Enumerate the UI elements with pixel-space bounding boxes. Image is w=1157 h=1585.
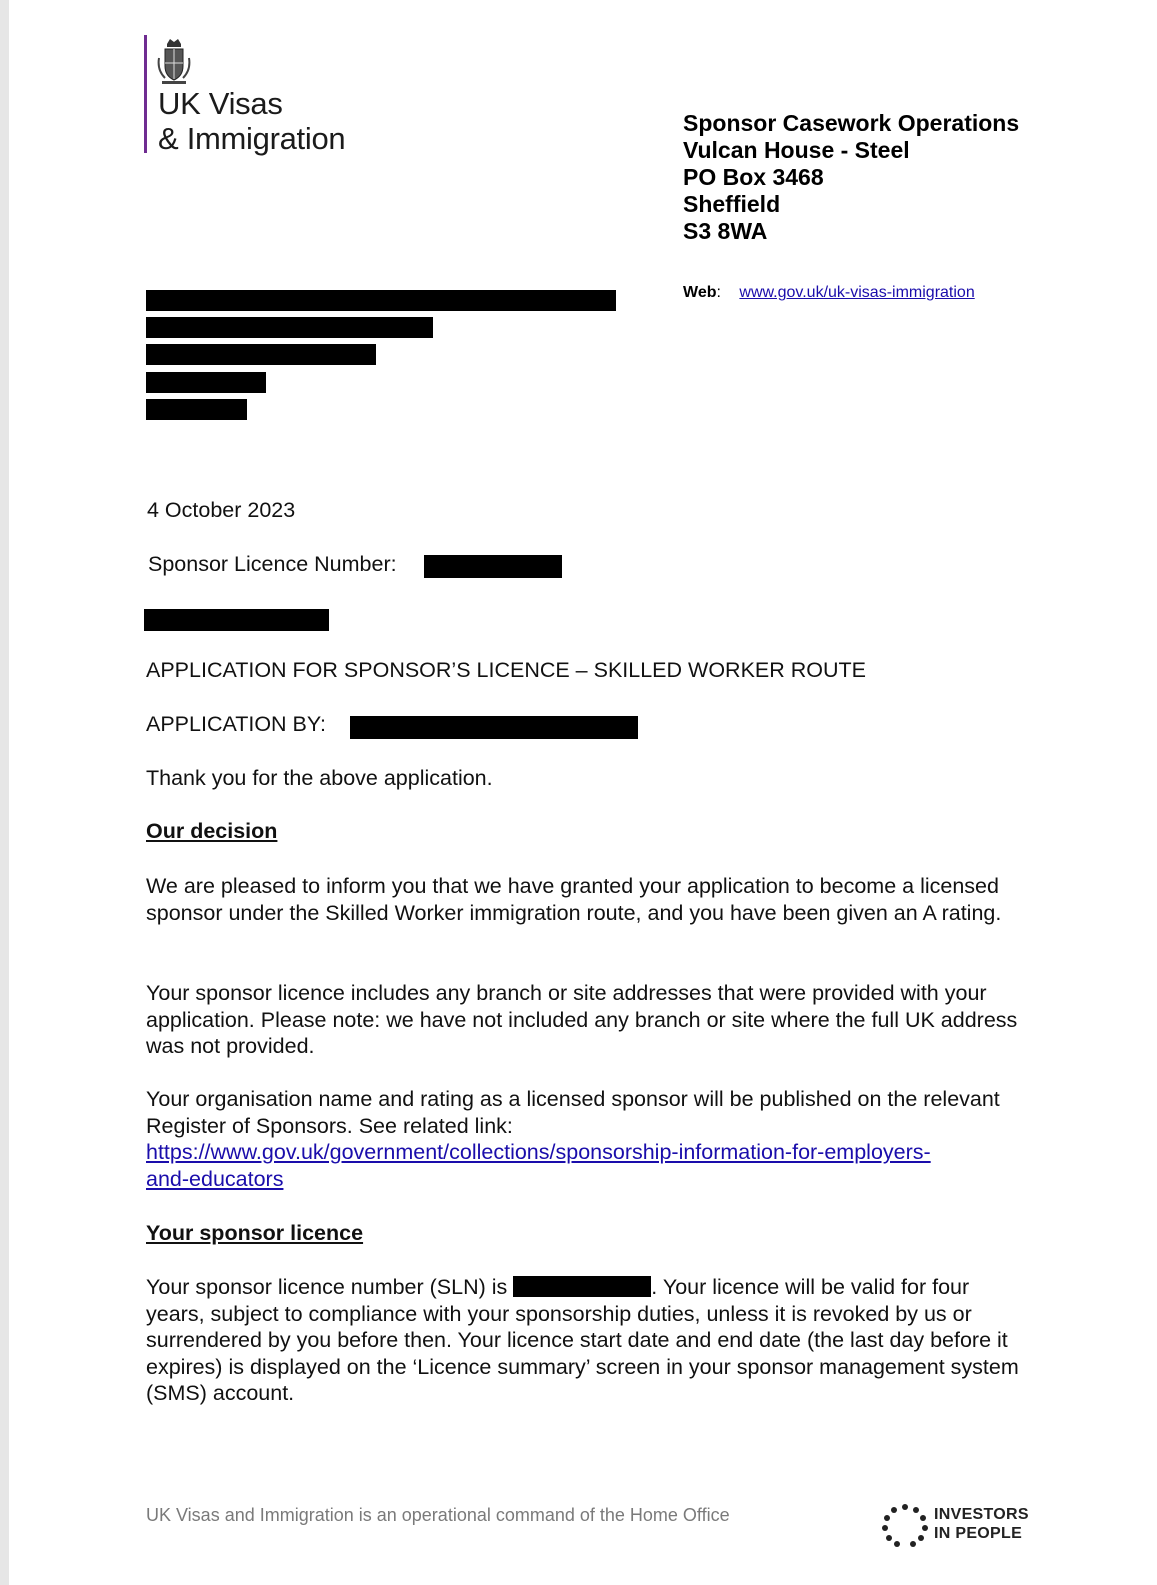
web-colon: : [716,284,721,301]
decision-heading: Our decision [146,819,278,843]
logo-line-1: UK Visas [158,86,283,121]
decision-paragraph-3 [146,1086,1026,1192]
redaction-block [146,317,433,338]
register-link-line-1: https://www.gov.uk/government/collections/sponsorship-information-for-employers- [146,1140,931,1165]
subject-line: APPLICATION FOR SPONSOR’S LICENCE – SKILLED WORKER ROUTE [146,658,866,682]
redaction-block [146,290,616,311]
licence-number-label: Sponsor Licence Number: [148,552,397,576]
redaction-block [350,716,638,739]
thanks-line: Thank you for the above application. [146,766,493,790]
address-line: PO Box 3468 [683,164,824,190]
logo-line-2: & Immigration [158,121,346,156]
redaction-block [146,399,247,420]
page-edge [0,0,9,1585]
application-by-label: APPLICATION BY: [146,712,327,736]
logo-accent-bar [144,35,147,153]
licence-heading: Your sponsor licence [146,1221,364,1245]
sender-address [683,110,1019,245]
decision-paragraph-1: We are pleased to inform you that we have granted your application to become a licensed sponsor under the Skilled Worker immigration route, and you have been given an A rating. [146,874,1002,925]
address-line: Vulcan House - Steel [683,137,910,163]
licence-paragraph-start: Your sponsor licence number (SLN) is [146,1275,508,1299]
royal-crest-icon [156,36,192,88]
redaction-block [144,609,329,631]
register-link-line-2: and-educators [146,1166,284,1191]
redaction-inline [513,1276,651,1297]
redaction-block [424,555,562,578]
investors-in-people-wreath-icon [880,1502,930,1550]
iip-line-2: IN PEOPLE [934,1525,1023,1542]
iip-line-1: INVESTORS [934,1506,1029,1523]
web-label: Web [683,284,717,301]
redaction-block [146,372,266,393]
address-line: Sheffield [683,191,781,217]
investors-in-people-logo [934,1505,1029,1543]
redaction-block [146,344,376,365]
licence-paragraph-end: . Your licence will be valid for four years, subject to compliance with your sponsorship duties, unless it is revoked by us or surrendered by you before then. Your licence start date and end date (the last day before it expires) is displayed on the ‘Licence summary’ screen in your sponsor management system (SMS) account. [146,1275,1019,1406]
footer-text: UK Visas and Immigration is an operational command of the Home Office [146,1505,730,1525]
address-line: Sponsor Casework Operations [683,110,1020,136]
decision-paragraph-2: Your sponsor licence includes any branch or site addresses that were provided with your application. Please note: we have not included any branch or site where the full UK address was not provided. [146,981,1018,1059]
logo-wordmark [158,86,345,156]
register-link[interactable] [146,1139,1026,1192]
web-link[interactable]: www.gov.uk/uk-visas-immigration [739,284,975,301]
address-line: S3 8WA [683,218,768,244]
web-line [683,284,975,302]
register-text: Your organisation name and rating as a licensed sponsor will be published on the relevant Register of Sponsors. See related link: [146,1087,1000,1138]
licence-paragraph [146,1274,1026,1407]
letter-date: 4 October 2023 [147,498,296,522]
